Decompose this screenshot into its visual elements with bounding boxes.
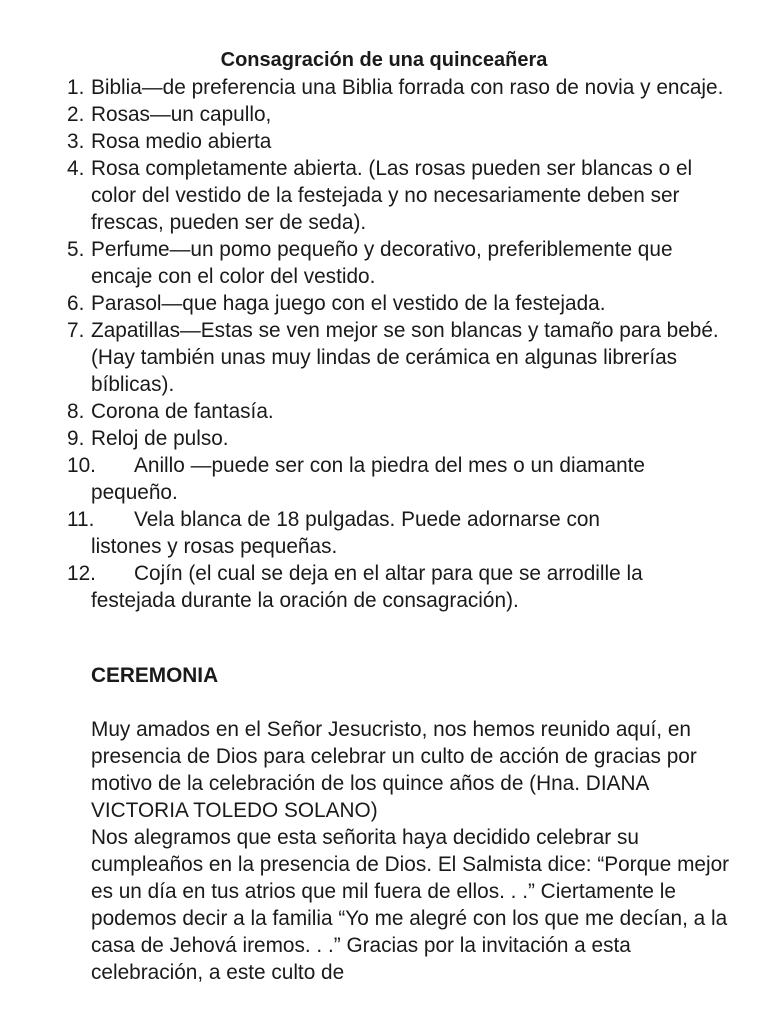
item-line-2: listones y rosas pequeñas.: [91, 535, 338, 558]
item-text: Reloj de pulso.: [91, 427, 229, 450]
list-item: [67, 290, 737, 317]
section-heading: CEREMONIA: [91, 664, 219, 687]
item-text: Corona de fantasía.: [91, 400, 274, 423]
item-number: 8.: [67, 400, 85, 423]
list-item: [67, 506, 737, 560]
list-item: [67, 74, 737, 101]
item-text: Rosas—un capullo,: [91, 103, 272, 126]
item-line-2: festejada durante la oración de consagración).: [91, 589, 519, 612]
item-text: Rosa medio abierta: [91, 130, 272, 153]
item-line-1: [67, 506, 737, 533]
list-item: [67, 398, 737, 425]
paragraph: Nos alegramos que esta señorita haya decidido celebrar su cumpleaños en la presencia de Dios. El Salmista dice: “Porque mejor es un día en tus atrios que mil fuera de ellos. . .” Ciertamente le podemos decir a la familia “Yo me alegré con los que me decían, a la casa de Jehová iremos. . .” Gracias por la invitación a esta celebración, a este culto de: [91, 826, 730, 984]
item-text: Rosa completamente abierta. (Las rosas pueden ser blancas o el color del vestido de la festejada y no necesariamente deben ser frescas, pueden ser de seda).: [91, 157, 693, 234]
item-number: 6.: [67, 292, 85, 315]
list-item: [67, 128, 737, 155]
list-item: [67, 236, 737, 290]
list-item: [67, 560, 737, 614]
paragraph: Muy amados en el Señor Jesucristo, nos hemos reunido aquí, en presencia de Dios para celebrar un culto de acción de gracias por motivo de la celebración de los quince años de (Hna. DIANA VICTORIA TOLEDO SOLANO): [91, 718, 697, 822]
item-line-1: [67, 452, 737, 479]
item-number: 1.: [67, 76, 85, 99]
item-number: 9.: [67, 427, 85, 450]
item-number: 12.: [67, 562, 96, 585]
items-list: [67, 74, 737, 614]
item-number: 2.: [67, 103, 85, 126]
ceremony-text: [91, 716, 741, 986]
item-number: 10.: [67, 454, 96, 477]
list-item: [67, 101, 737, 128]
item-text: Biblia—de preferencia una Biblia forrada con raso de novia y encaje.: [91, 76, 724, 99]
list-item: [67, 317, 737, 398]
item-number: 7.: [67, 319, 85, 342]
list-item: [67, 452, 737, 506]
item-text: Vela blanca de 18 pulgadas. Puede adornarse con: [134, 508, 600, 531]
item-line-1: [67, 560, 737, 587]
item-text: Perfume—un pomo pequeño y decorativo, preferiblemente que encaje con el color del vestido.: [91, 238, 673, 288]
item-text: Zapatillas—Estas se ven mejor se son blancas y tamaño para bebé. (Hay también unas muy lindas de cerámica en algunas librerías bíblicas).: [91, 319, 719, 396]
item-number: 5.: [67, 238, 85, 261]
list-item: [67, 425, 737, 452]
document-title: Consagración de una quinceañera: [220, 49, 548, 71]
item-number: 3.: [67, 130, 85, 153]
list-item: [67, 155, 737, 236]
item-number: 11.: [67, 508, 95, 531]
item-number: 4.: [67, 157, 85, 180]
item-line-2: pequeño.: [91, 481, 178, 504]
item-text: Cojín (el cual se deja en el altar para que se arrodille la: [134, 562, 643, 585]
item-text: Anillo —puede ser con la piedra del mes o un diamante: [134, 454, 645, 477]
item-text: Parasol—que haga juego con el vestido de la festejada.: [91, 292, 606, 315]
